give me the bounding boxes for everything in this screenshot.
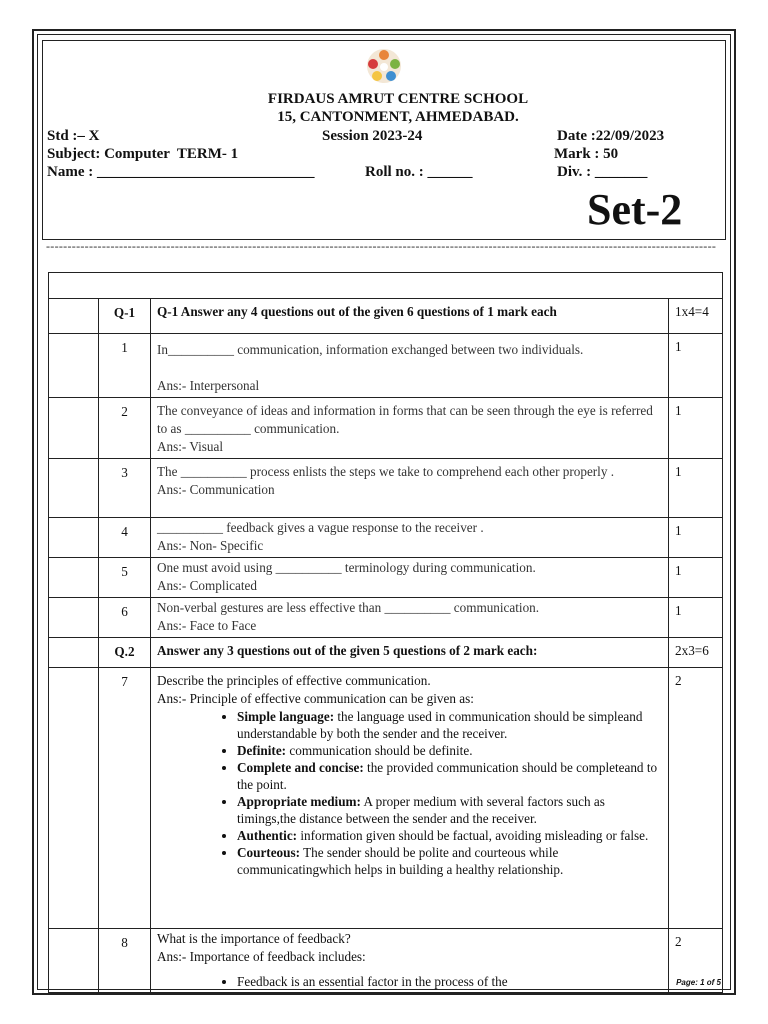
question-mark: 1 <box>669 598 723 638</box>
question-body: __________ feedback gives a vague response to the receiver . <box>157 520 484 535</box>
question-body: The conveyance of ideas and information in forms that can be seen through the eye is referred to as __________ communication. <box>157 403 653 436</box>
principles-list <box>157 708 663 878</box>
page-number: Page: 1 of 5 <box>676 978 721 987</box>
blank-cell <box>49 558 99 598</box>
section1-heading: Q-1 Answer any 4 questions out of the given 6 questions of 1 mark each <box>151 299 669 334</box>
question-text <box>151 668 669 929</box>
table-row <box>49 558 723 598</box>
question-mark: 1 <box>669 558 723 598</box>
section2-heading: Answer any 3 questions out of the given 5 questions of 2 mark each: <box>151 638 669 668</box>
table-row <box>49 668 723 929</box>
table-row <box>49 398 723 459</box>
question-mark: 2 <box>669 668 723 929</box>
table-empty-header-row <box>49 273 723 299</box>
question-body: Describe the principles of effective communication. <box>157 673 431 688</box>
list-item: • Courteous: The sender should be polite and courteous while communicatingwhich helps in building a healthy relationship. <box>237 844 663 878</box>
list-item: • Appropriate medium: A proper medium with several factors such as timings,the distance between the sender and the receiver. <box>237 793 663 827</box>
table-row <box>49 929 723 993</box>
question-body: Non-verbal gestures are less effective than __________ communication. <box>157 600 540 615</box>
question-mark: 1 <box>669 334 723 398</box>
blank-cell <box>49 598 99 638</box>
blank-cell <box>49 929 99 993</box>
separator-line: ------------------------------------------------------------------------------------------------------------------------------------------------------------ <box>46 239 717 253</box>
question-text <box>151 459 669 518</box>
question-number: 8 <box>99 929 151 993</box>
section2-marks: 2x3=6 <box>669 638 723 668</box>
mark-label: Mark : 50 <box>554 146 619 162</box>
section1-number: Q-1 <box>99 299 151 334</box>
session-label: Session 2023-24 <box>322 128 423 144</box>
section2-header-row <box>49 638 723 668</box>
section1-header-row <box>49 299 723 334</box>
school-address: 15, CANTONMENT, AHMEDABAD. <box>277 109 519 125</box>
answer-text: Ans:- Communication <box>157 482 275 497</box>
blank-cell <box>49 459 99 518</box>
set-number: Set-2 <box>587 185 683 234</box>
question-mark: 1 <box>669 398 723 459</box>
question-text <box>151 398 669 459</box>
table-row <box>49 598 723 638</box>
answer-text: Ans:- Visual <box>157 439 224 454</box>
question-number: 6 <box>99 598 151 638</box>
empty-cell <box>49 273 723 299</box>
question-text <box>151 334 669 398</box>
question-body: The __________ process enlists the steps we take to comprehend each other properly . <box>157 464 615 479</box>
question-mark: 2 <box>669 929 723 993</box>
question-text <box>151 929 669 993</box>
blank-cell <box>49 299 99 334</box>
question-number: 2 <box>99 398 151 459</box>
name-field-label: Name : _____________________________ <box>47 164 315 180</box>
feedback-list <box>157 973 663 990</box>
table-row <box>49 334 723 398</box>
question-number: 4 <box>99 518 151 558</box>
school-name: FIRDAUS AMRUT CENTRE SCHOOL <box>267 91 529 107</box>
question-mark: 1 <box>669 518 723 558</box>
question-body: What is the importance of feedback? <box>157 931 351 946</box>
division-label: Div. : _______ <box>557 164 648 180</box>
question-table <box>48 272 723 993</box>
roll-no-label: Roll no. : ______ <box>365 164 473 180</box>
blank-cell <box>49 334 99 398</box>
answer-text: Ans:- Non- Specific <box>157 538 264 553</box>
question-mark: 1 <box>669 459 723 518</box>
section1-marks: 1x4=4 <box>669 299 723 334</box>
question-text <box>151 598 669 638</box>
answer-text: Ans:- Principle of effective communication can be given as: <box>157 691 474 706</box>
question-number: 3 <box>99 459 151 518</box>
section2-number: Q.2 <box>99 638 151 668</box>
question-text <box>151 558 669 598</box>
table-row <box>49 459 723 518</box>
question-number: 1 <box>99 334 151 398</box>
list-item: • Feedback is an essential factor in the process of the <box>237 973 663 990</box>
question-body: In__________ communication, information exchanged between two individuals. <box>157 342 584 357</box>
answer-text: Ans:- Complicated <box>157 578 257 593</box>
list-item: • Definite: communication should be definite. <box>237 742 663 759</box>
table-row <box>49 518 723 558</box>
question-text <box>151 518 669 558</box>
subject-label: Subject: Computer TERM- 1 <box>47 146 239 162</box>
blank-cell <box>49 398 99 459</box>
blank-cell <box>49 638 99 668</box>
question-number: 7 <box>99 668 151 929</box>
list-item: • Authentic: information given should be factual, avoiding misleading or false. <box>237 827 663 844</box>
std-label: Std :– X <box>47 128 100 144</box>
list-item: • Complete and concise: the provided communication should be completeand to the point. <box>237 759 663 793</box>
question-number: 5 <box>99 558 151 598</box>
answer-text: Ans:- Interpersonal <box>157 378 260 393</box>
school-logo-icon <box>364 46 404 86</box>
list-item: • Simple language: the language used in communication should be simpleand understandable by both the sender and the receiver. <box>237 708 663 742</box>
blank-cell <box>49 668 99 929</box>
blank-cell <box>49 518 99 558</box>
date-label: Date :22/09/2023 <box>557 128 665 144</box>
answer-text: Ans:- Face to Face <box>157 618 257 633</box>
answer-text: Ans:- Importance of feedback includes: <box>157 949 366 964</box>
question-body: One must avoid using __________ terminology during communication. <box>157 560 536 575</box>
